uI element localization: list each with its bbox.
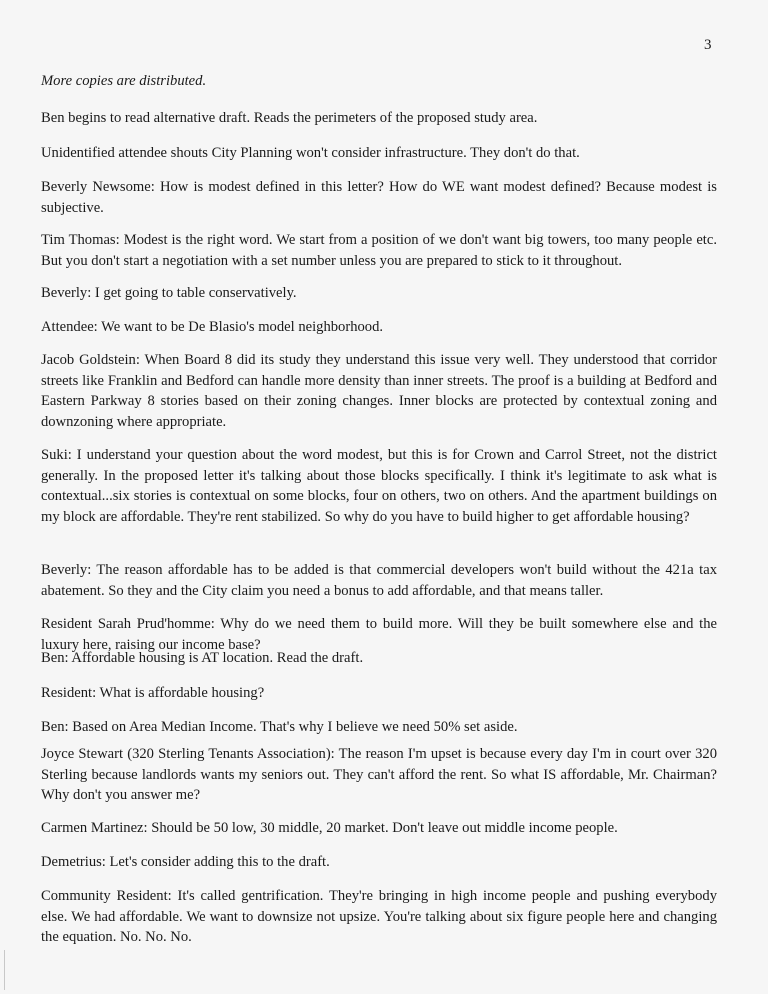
paragraph: Beverly: The reason affordable has to be added is that commercial developers won't build without the 421a tax abatement. So they and the City claim you need a bonus to add affordable, and that means taller. <box>41 562 717 599</box>
paragraph: Beverly: I get going to table conservatively. <box>41 285 297 301</box>
paragraph-stage-direction: More copies are distributed. <box>41 73 207 89</box>
paragraph: Jacob Goldstein: When Board 8 did its study they understand this issue very well. They understood that corridor streets like Franklin and Bedford can handle more density than inner streets. The proof is a building at Bedford and Eastern Parkway 8 stories based on their zoning changes. Inner blocks are protected by contextual zoning and downzoning where appropriate. <box>41 352 717 430</box>
paragraph: Ben: Based on Area Median Income. That's why I believe we need 50% set aside. <box>41 719 518 735</box>
paragraph: Unidentified attendee shouts City Planning won't consider infrastructure. They don't do that. <box>41 145 580 161</box>
paragraph: Ben: Affordable housing is AT location. Read the draft. <box>41 650 364 666</box>
page-number: 3 <box>704 37 712 53</box>
paragraph: Beverly Newsome: How is modest defined in this letter? How do WE want modest defined? Because modest is subjective. <box>41 179 717 216</box>
paragraph: Community Resident: It's called gentrification. They're bringing in high income people and pushing everybody else. We had affordable. We want to downsize not upsize. You're talking about six figure people here and changing the equation. No. No. No. <box>41 888 717 945</box>
paragraph: Tim Thomas: Modest is the right word. We start from a position of we don't want big towers, too many people etc. But you don't start a negotiation with a set number unless you are prepared to stick to it throughout. <box>41 232 717 269</box>
paragraph: Carmen Martinez: Should be 50 low, 30 middle, 20 market. Don't leave out middle income people. <box>41 820 618 836</box>
paragraph: Suki: I understand your question about the word modest, but this is for Crown and Carrol Street, not the district generally. In the proposed letter it's talking about those blocks specifically. I think it's legitimate to ask what is contextual...six stories is contextual on some blocks, four on others, two on others. And the apartment buildings on my block are affordable. They're rent stabilized. So why do you have to build higher to get affordable housing? <box>41 447 717 525</box>
paragraph: Attendee: We want to be De Blasio's model neighborhood. <box>41 319 384 335</box>
paragraph: Joyce Stewart (320 Sterling Tenants Association): The reason I'm upset is because every day I'm in court over 320 Sterling because landlords wants my seniors out. They can't afford the rent. So what IS affordable, Mr. Chairman? Why don't you answer me? <box>41 746 717 803</box>
paragraph: Resident Sarah Prud'homme: Why do we need them to build more. Will they be built somewhere else and the luxury here, raising our income base? <box>41 616 717 653</box>
paragraph: Demetrius: Let's consider adding this to the draft. <box>41 854 330 870</box>
scan-edge-mark <box>4 950 5 990</box>
paragraph: Ben begins to read alternative draft. Reads the perimeters of the proposed study area. <box>41 110 538 126</box>
paragraph: Resident: What is affordable housing? <box>41 685 265 701</box>
